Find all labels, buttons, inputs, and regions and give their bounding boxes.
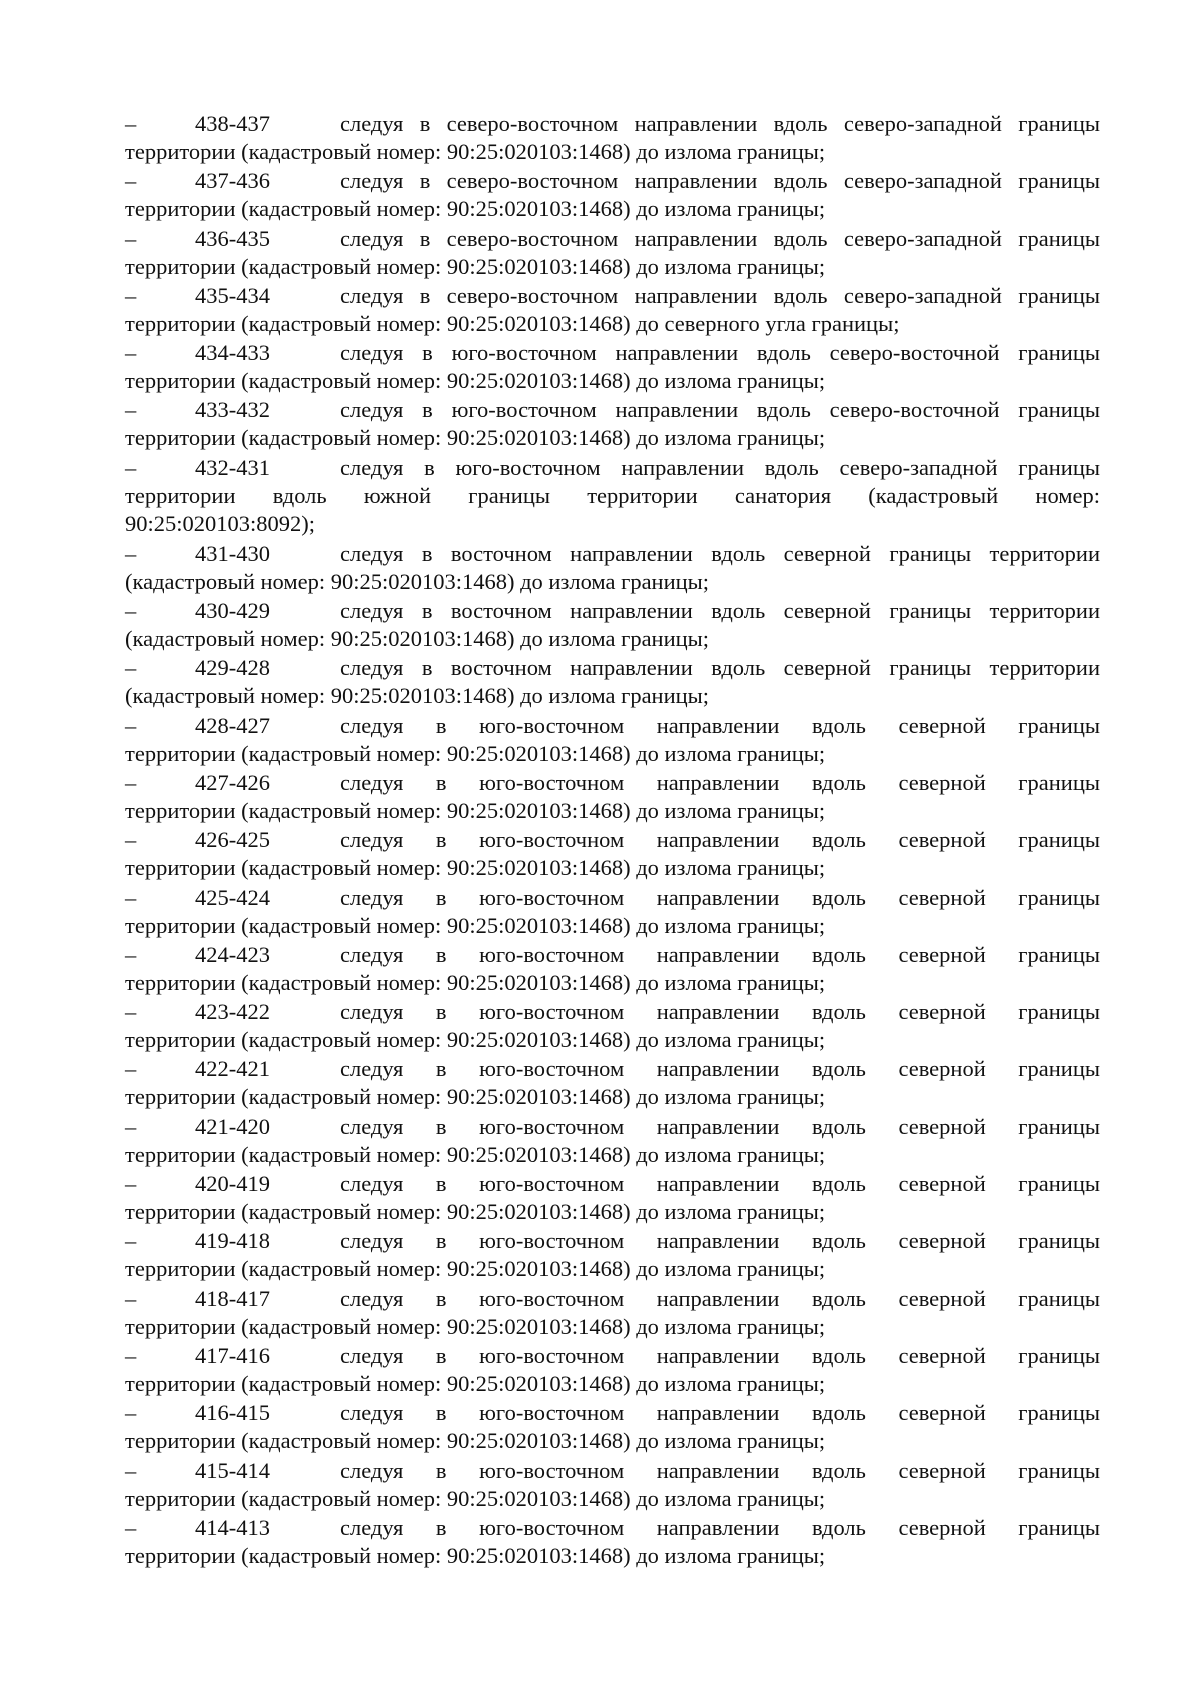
boundary-item <box>125 167 1100 224</box>
segment-number: 424-423 <box>195 941 270 967</box>
segment-direction: следуя в юго-восточном направлении вдоль северной границы <box>340 1457 1100 1483</box>
item-dash: – <box>125 941 137 967</box>
item-dash: – <box>125 1113 137 1139</box>
item-dash: – <box>125 454 137 480</box>
segment-continuation: территории (кадастровый номер: 90:25:020103:1468) до излома границы; <box>125 1199 826 1225</box>
segment-continuation: территории (кадастровый номер: 90:25:020103:1468) до излома границы; <box>125 1084 826 1110</box>
segment-direction: следуя в юго-восточном направлении вдоль северной границы <box>340 1113 1100 1139</box>
boundary-item <box>125 454 1100 540</box>
segment-direction: следуя в восточном направлении вдоль северной границы территории <box>340 540 1100 566</box>
item-dash: – <box>125 1171 137 1197</box>
segment-number: 426-425 <box>195 827 270 853</box>
boundary-item <box>125 110 1100 167</box>
segment-number: 422-421 <box>195 1056 270 1082</box>
segment-direction: следуя в юго-восточном направлении вдоль северной границы <box>340 712 1100 738</box>
segment-direction: следуя в северо-восточном направлении вдоль северо-западной границы <box>340 168 1100 194</box>
segment-continuation: территории (кадастровый номер: 90:25:020103:1468) до излома границы; <box>125 196 826 222</box>
boundary-item <box>125 540 1100 597</box>
segment-number: 435-434 <box>195 282 270 308</box>
boundary-item <box>125 712 1100 769</box>
segment-direction: следуя в юго-восточном направлении вдоль северо-восточной границы <box>340 397 1100 423</box>
boundary-item <box>125 1399 1100 1456</box>
segment-direction: следуя в юго-восточном направлении вдоль северо-восточной границы <box>340 340 1100 366</box>
segment-direction: следуя в юго-восточном направлении вдоль северной границы <box>340 999 1100 1025</box>
segment-continuation: территории (кадастровый номер: 90:25:020103:1468) до излома границы; <box>125 912 826 938</box>
boundary-item <box>125 769 1100 826</box>
segment-continuation: территории (кадастровый номер: 90:25:020103:1468) до излома границы; <box>125 1370 826 1396</box>
boundary-item <box>125 282 1100 339</box>
boundary-item <box>125 654 1100 711</box>
boundary-item <box>125 1227 1100 1284</box>
segment-number: 429-428 <box>195 655 270 681</box>
segment-direction: следуя в северо-восточном направлении вдоль северо-западной границы <box>340 225 1100 251</box>
item-dash: – <box>125 999 137 1025</box>
segment-continuation: (кадастровый номер: 90:25:020103:1468) до излома границы; <box>125 683 710 709</box>
boundary-item <box>125 1457 1100 1514</box>
segment-number: 419-418 <box>195 1228 270 1254</box>
boundary-item <box>125 396 1100 453</box>
segment-number: 436-435 <box>195 225 270 251</box>
item-dash: – <box>125 769 137 795</box>
segment-number: 430-429 <box>195 598 270 624</box>
segment-number: 421-420 <box>195 1113 270 1139</box>
segment-direction: следуя в юго-восточном направлении вдоль северо-западной границы <box>340 454 1100 480</box>
segment-continuation: территории вдоль южной границы территории санатория (кадастровый номер: <box>125 482 1100 508</box>
segment-direction: следуя в юго-восточном направлении вдоль северной границы <box>340 1400 1100 1426</box>
segment-number: 427-426 <box>195 769 270 795</box>
segment-number: 425-424 <box>195 884 270 910</box>
segment-number: 418-417 <box>195 1285 270 1311</box>
segment-number: 417-416 <box>195 1342 270 1368</box>
boundary-item <box>125 1514 1100 1571</box>
item-dash: – <box>125 1457 137 1483</box>
segment-direction: следуя в юго-восточном направлении вдоль северной границы <box>340 769 1100 795</box>
segment-continuation: (кадастровый номер: 90:25:020103:1468) до излома границы; <box>125 568 710 594</box>
item-dash: – <box>125 1228 137 1254</box>
segment-direction: следуя в юго-восточном направлении вдоль северной границы <box>340 1056 1100 1082</box>
item-dash: – <box>125 827 137 853</box>
segment-direction: следуя в юго-восточном направлении вдоль северной границы <box>340 1514 1100 1540</box>
item-dash: – <box>125 1342 137 1368</box>
boundary-item <box>125 884 1100 941</box>
segment-number: 420-419 <box>195 1171 270 1197</box>
boundary-item <box>125 1342 1100 1399</box>
segment-continuation: территории (кадастровый номер: 90:25:020103:1468) до излома границы; <box>125 253 826 279</box>
item-dash: – <box>125 397 137 423</box>
segment-continuation: территории (кадастровый номер: 90:25:020103:1468) до излома границы; <box>125 1485 826 1511</box>
item-dash: – <box>125 111 137 136</box>
boundary-item <box>125 1055 1100 1112</box>
segment-direction: следуя в юго-восточном направлении вдоль северной границы <box>340 884 1100 910</box>
segment-direction: следуя в юго-восточном направлении вдоль северной границы <box>340 941 1100 967</box>
segment-continuation: территории (кадастровый номер: 90:25:020103:1468) до излома границы; <box>125 1027 826 1053</box>
segment-continuation: территории (кадастровый номер: 90:25:020103:1468) до излома границы; <box>125 368 826 394</box>
boundary-item <box>125 339 1100 396</box>
segment-number: 432-431 <box>195 454 270 480</box>
segment-number: 438-437 <box>195 111 270 136</box>
segment-direction: следуя в юго-восточном направлении вдоль северной границы <box>340 1285 1100 1311</box>
boundary-item <box>125 941 1100 998</box>
document-page <box>125 110 1100 1571</box>
segment-continuation: территории (кадастровый номер: 90:25:020103:1468) до излома границы; <box>125 855 826 881</box>
boundary-item <box>125 998 1100 1055</box>
item-dash: – <box>125 712 137 738</box>
segment-continuation: территории (кадастровый номер: 90:25:020103:1468) до излома границы; <box>125 1256 826 1282</box>
segment-direction: следуя в восточном направлении вдоль северной границы территории <box>340 655 1100 681</box>
segment-continuation: территории (кадастровый номер: 90:25:020103:1468) до излома границы; <box>125 139 826 164</box>
item-dash: – <box>125 598 137 624</box>
segment-number: 437-436 <box>195 168 270 194</box>
segment-direction: следуя в юго-восточном направлении вдоль северной границы <box>340 827 1100 853</box>
item-dash: – <box>125 282 137 308</box>
segment-continuation-2: 90:25:020103:8092); <box>125 510 315 536</box>
segment-number: 428-427 <box>195 712 270 738</box>
item-dash: – <box>125 884 137 910</box>
segment-number: 415-414 <box>195 1457 270 1483</box>
item-dash: – <box>125 1056 137 1082</box>
segment-number: 431-430 <box>195 540 270 566</box>
item-dash: – <box>125 225 137 251</box>
item-dash: – <box>125 655 137 681</box>
boundary-item <box>125 1285 1100 1342</box>
segment-continuation: территории (кадастровый номер: 90:25:020103:1468) до северного угла границы; <box>125 310 900 336</box>
segment-number: 414-413 <box>195 1514 270 1540</box>
segment-number: 433-432 <box>195 397 270 423</box>
boundary-item <box>125 225 1100 282</box>
segment-number: 423-422 <box>195 999 270 1025</box>
item-dash: – <box>125 540 137 566</box>
item-dash: – <box>125 340 137 366</box>
segment-continuation: территории (кадастровый номер: 90:25:020103:1468) до излома границы; <box>125 740 826 766</box>
segment-direction: следуя в юго-восточном направлении вдоль северной границы <box>340 1342 1100 1368</box>
segment-number: 416-415 <box>195 1400 270 1426</box>
boundary-item <box>125 597 1100 654</box>
segment-continuation: территории (кадастровый номер: 90:25:020103:1468) до излома границы; <box>125 969 826 995</box>
item-dash: – <box>125 1285 137 1311</box>
item-dash: – <box>125 1514 137 1540</box>
boundary-item <box>125 1113 1100 1170</box>
segment-direction: следуя в северо-восточном направлении вдоль северо-западной границы <box>340 282 1100 308</box>
segment-continuation: территории (кадастровый номер: 90:25:020103:1468) до излома границы; <box>125 797 826 823</box>
segment-continuation: территории (кадастровый номер: 90:25:020103:1468) до излома границы; <box>125 1542 826 1568</box>
segment-direction: следуя в юго-восточном направлении вдоль северной границы <box>340 1171 1100 1197</box>
segment-number: 434-433 <box>195 340 270 366</box>
segment-direction: следуя в восточном направлении вдоль северной границы территории <box>340 598 1100 624</box>
segment-continuation: территории (кадастровый номер: 90:25:020103:1468) до излома границы; <box>125 1428 826 1454</box>
item-dash: – <box>125 168 137 194</box>
segment-continuation: территории (кадастровый номер: 90:25:020103:1468) до излома границы; <box>125 425 826 451</box>
segment-continuation: территории (кадастровый номер: 90:25:020103:1468) до излома границы; <box>125 1313 826 1339</box>
segment-continuation: территории (кадастровый номер: 90:25:020103:1468) до излома границы; <box>125 1141 826 1167</box>
item-dash: – <box>125 1400 137 1426</box>
segment-continuation: (кадастровый номер: 90:25:020103:1468) до излома границы; <box>125 626 710 652</box>
segment-direction: следуя в северо-восточном направлении вдоль северо-западной границы <box>340 111 1100 136</box>
boundary-item <box>125 826 1100 883</box>
boundary-item <box>125 1170 1100 1227</box>
segment-direction: следуя в юго-восточном направлении вдоль северной границы <box>340 1228 1100 1254</box>
